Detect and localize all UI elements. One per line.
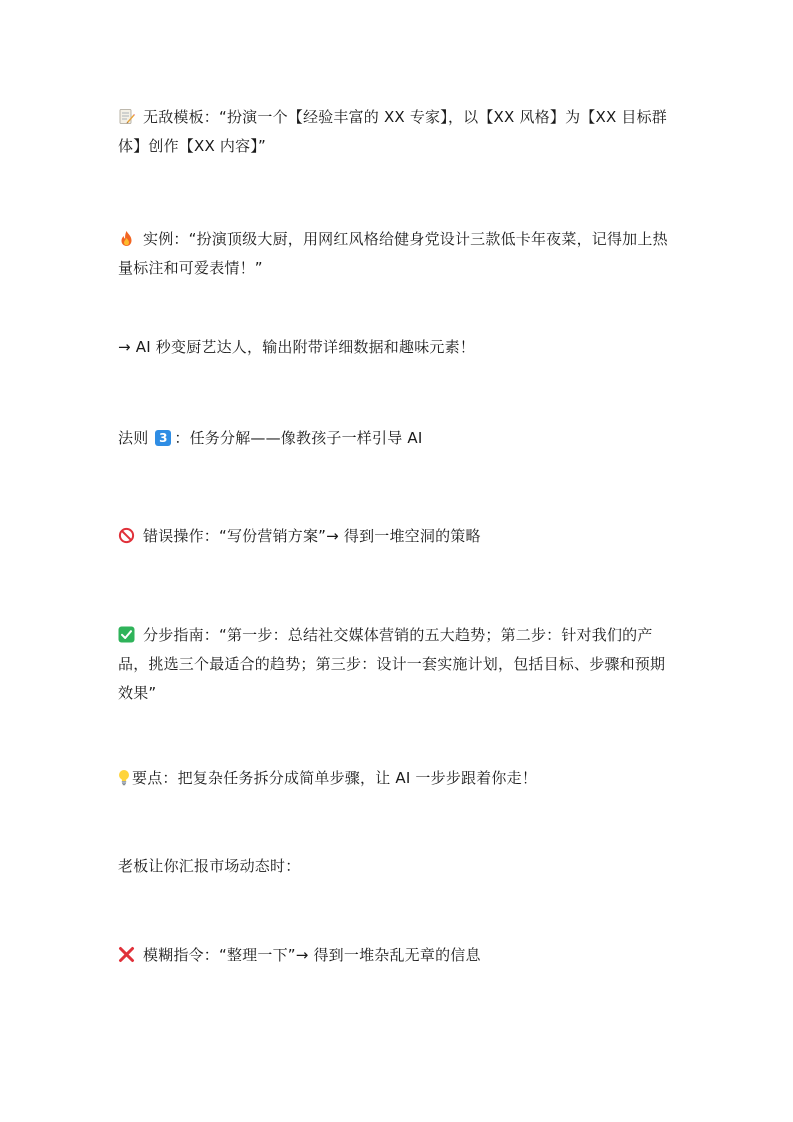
paragraph-step-guide — [118, 621, 678, 708]
paragraph-key-point — [118, 764, 678, 793]
paragraph-text: 要点：把复杂任务拆分成简单步骤，让 AI 一步步跟着你走！ — [132, 769, 538, 787]
rule-heading — [118, 424, 678, 453]
paragraph-vague-instruction — [118, 941, 678, 970]
rule-title: ：任务分解——像教孩子一样引导 AI — [174, 429, 423, 447]
memo-icon — [118, 108, 135, 125]
paragraph-text: → AI 秒变厨艺达人，输出附带详细数据和趣味元素！ — [118, 338, 475, 356]
paragraph-text: 错误操作：“写份营销方案”→ 得到一堆空洞的策略 — [143, 527, 481, 545]
check-mark-button-icon — [118, 626, 135, 643]
light-bulb-icon — [118, 769, 130, 786]
paragraph-result — [118, 333, 678, 362]
paragraph-text: 老板让你汇报市场动态时： — [118, 857, 301, 875]
rule-prefix: 法则 — [118, 429, 149, 447]
keycap-digit-three-icon: 3 — [155, 430, 171, 446]
paragraph-wrong-operation — [118, 522, 678, 551]
fire-icon — [118, 230, 135, 247]
paragraph-example — [118, 225, 678, 283]
paragraph-text: 无敌模板：“扮演一个【经验丰富的 XX 专家】，以【XX 风格】为【XX 目标群体】创作【XX 内容】” — [118, 108, 668, 155]
paragraph-text: 实例：“扮演顶级大厨，用网红风格给健身党设计三款低卡年夜菜，记得加上热量标注和可爱表情！” — [118, 230, 668, 277]
paragraph-scenario — [118, 852, 678, 881]
paragraph-text: 模糊指令：“整理一下”→ 得到一堆杂乱无章的信息 — [143, 946, 481, 964]
cross-mark-icon — [118, 946, 135, 963]
paragraph-template — [118, 103, 678, 161]
paragraph-text: 分步指南：“第一步：总结社交媒体营销的五大趋势；第二步：针对我们的产品，挑选三个最适合的趋势；第三步：设计一套实施计划，包括目标、步骤和预期效果” — [118, 626, 666, 702]
prohibited-icon — [118, 527, 135, 544]
